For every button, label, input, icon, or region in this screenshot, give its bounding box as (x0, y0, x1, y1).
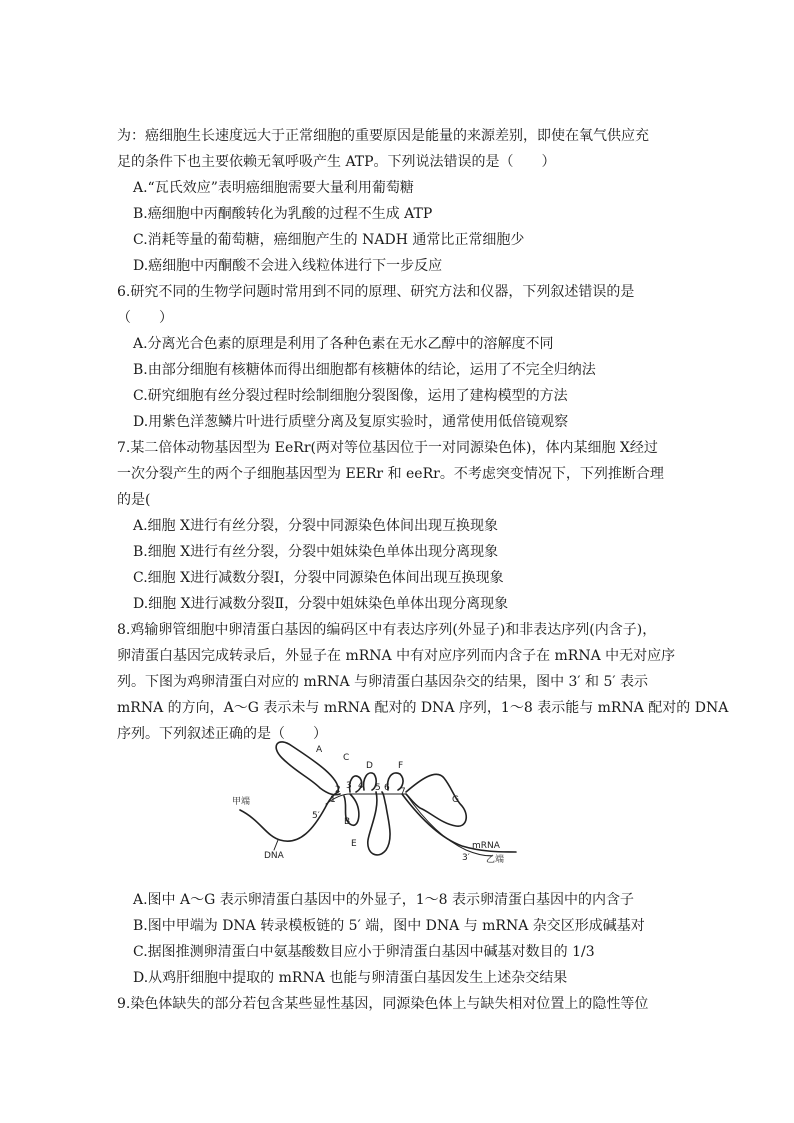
q7-stem-line3: 的是( (117, 492, 151, 508)
q7-stem-line2: 一次分裂产生的两个子细胞基因型为 EERr 和 eeRr。不考虑突变情况下，下列推断合理 (117, 466, 664, 482)
num-label-3: 3 (346, 781, 352, 791)
q7-option-a: A.细胞 X进行有丝分裂，分裂中同源染色体间出现互换现象 (133, 518, 498, 534)
label-jia-end: 甲端 (232, 797, 251, 807)
q8-stem-line3: 列。下图为鸡卵清蛋白对应的 mRNA 与卵清蛋白基因杂交的结果，图中 3′ 和 5′ 表示 (117, 674, 649, 690)
num-label-1: 1 (330, 795, 336, 805)
q5-option-c: C.消耗等量的葡萄糖，癌细胞产生的 NADH 通常比正常细胞少 (133, 232, 525, 248)
label-dna: DNA (264, 851, 284, 861)
q8-option-a: A.图中 A～G 表示卵清蛋白基因中的外显子，1～8 表示卵清蛋白基因中的内含子 (133, 892, 635, 908)
q8-option-b: B.图中甲端为 DNA 转录模板链的 5′ 端，图中 DNA 与 mRNA 杂交区形成碱基对 (133, 918, 645, 934)
label-mrna: mRNA (472, 841, 500, 851)
q5-option-d: D.癌细胞中丙酮酸不会进入线粒体进行下一步反应 (133, 258, 443, 274)
q6-option-a: A.分离光合色素的原理是利用了各种色素在无水乙醇中的溶解度不同 (133, 336, 554, 352)
q8-stem-line1: 8.鸡输卵管细胞中卵清蛋白基因的编码区中有表达序列(外显子)和非表达序列(内含子)， (117, 622, 657, 638)
num-label-7: 7 (400, 787, 406, 797)
loop-a (276, 742, 340, 795)
num-label-4: 4 (358, 781, 364, 791)
q5-stem-line1: 为：癌细胞生长速度远大于正常细胞的重要原因是能量的来源差别，即使在氧气供应充 (117, 128, 649, 144)
q9-stem-line1: 9.染色体缺失的部分若包含某些显性基因，同源染色体上与缺失相对位置上的隐性等位 (117, 996, 649, 1012)
q7-option-b: B.细胞 X进行有丝分裂，分裂中姐妹染色单体出现分离现象 (133, 544, 499, 560)
q5-option-a: A.“瓦氏效应”表明癌细胞需要大量利用葡萄糖 (133, 180, 414, 196)
loop-label-g: G (452, 795, 459, 805)
q8-stem-line4: mRNA 的方向，A～G 表示未与 mRNA 配对的 DNA 序列，1～8 表示能与 mRNA 配对的 DNA (117, 700, 729, 716)
loop-label-c: C (343, 753, 350, 763)
num-label-2: 2 (335, 785, 341, 795)
num-label-6: 6 (384, 783, 390, 793)
q7-stem-line1: 7.某二倍体动物基因型为 EeRr(两对等位基因位于一对同源染色体)，体内某细胞 X经过 (117, 440, 658, 456)
label-5-prime: 5′ (312, 811, 320, 821)
dna-pointer (274, 840, 278, 850)
loop-label-f: F (398, 761, 404, 771)
q5-option-b: B.癌细胞中丙酮酸转化为乳酸的过程不生成 ATP (133, 206, 433, 222)
label-yi-end: 乙端 (486, 855, 505, 865)
q6-stem-line2: （ ） (117, 310, 173, 326)
q6-option-c: C.研究细胞有丝分裂过程时绘制细胞分裂图像，运用了建构模型的方法 (133, 388, 568, 404)
q7-option-d: D.细胞 X进行减数分裂Ⅱ，分裂中姐妹染色单体出现分离现象 (133, 596, 509, 612)
q8-option-d: D.从鸡肝细胞中提取的 mRNA 也能与卵清蛋白基因发生上述杂交结果 (133, 970, 568, 986)
dna-mrna-hybrid-figure (230, 728, 540, 868)
q6-stem-line1: 6.研究不同的生物学问题时常用到不同的原理、研究方法和仪器，下列叙述错误的是 (117, 284, 635, 300)
loop-label-b: B (344, 817, 351, 827)
q6-option-d: D.用紫色洋葱鳞片叶进行质壁分离及复原实验时，通常使用低倍镜观察 (133, 414, 569, 430)
loop-e (368, 792, 390, 855)
loop-label-d: D (366, 761, 373, 771)
q8-stem-line2: 卵清蛋白基因完成转录后，外显子在 mRNA 中有对应序列而内含子在 mRNA 中无对应序 (117, 648, 676, 664)
q7-option-c: C.细胞 X进行减数分裂Ⅰ，分裂中同源染色体间出现互换现象 (133, 570, 504, 586)
q6-option-b: B.由部分细胞有核糖体而得出细胞都有核糖体的结论，运用了不完全归纳法 (133, 362, 596, 378)
label-3-prime: 3′ (462, 853, 470, 863)
num-label-5: 5 (375, 783, 381, 793)
dna-strand-left (240, 792, 338, 841)
loop-label-e: E (351, 839, 357, 849)
q5-stem-line2: 足的条件下也主要依赖无氧呼吸产生 ATP。下列说法错误的是（ ） (117, 154, 556, 170)
q8-stem-line5: 序列。下列叙述正确的是（ ） (117, 726, 327, 742)
loop-label-a: A (316, 745, 323, 755)
q8-option-c: C.据图推测卵清蛋白中氨基酸数目应小于卵清蛋白基因中碱基对数目的 1/3 (133, 944, 595, 960)
